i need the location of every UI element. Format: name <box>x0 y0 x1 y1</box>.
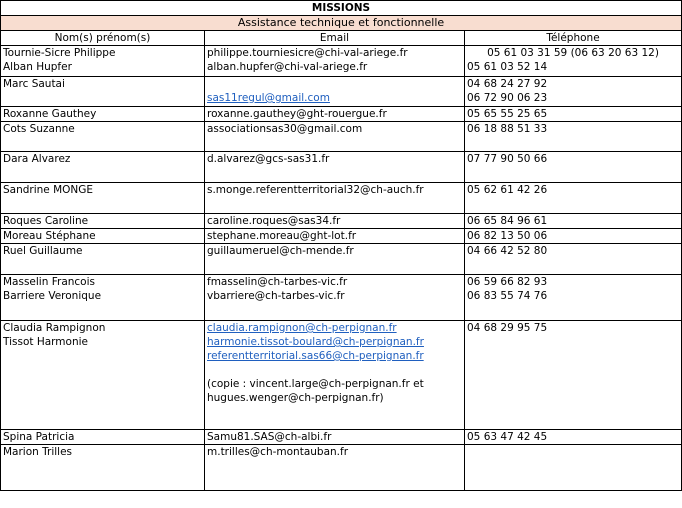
phone-cell <box>465 122 682 152</box>
phone-cell <box>465 46 682 77</box>
phone-number: 06 82 13 50 06 <box>467 230 548 242</box>
phone-number: 05 62 61 42 26 <box>467 184 548 196</box>
name-cell <box>1 244 205 275</box>
email-cell <box>205 122 465 152</box>
table-row <box>1 122 682 152</box>
table-row <box>1 214 682 229</box>
section-title: Assistance technique et fonctionnelle <box>1 16 682 31</box>
person-name: Moreau Stéphane <box>3 230 96 242</box>
name-cell <box>1 275 205 321</box>
person-name: Alban Hupfer <box>3 61 72 73</box>
email-text: m.trilles@ch-montauban.fr <box>207 446 349 458</box>
email-cell <box>205 183 465 214</box>
email-cell <box>205 46 465 77</box>
header-phone: Téléphone <box>465 31 682 46</box>
phone-cell <box>465 275 682 321</box>
phone-number: 05 61 03 31 59 (06 63 20 63 12) <box>487 47 659 59</box>
phone-cell <box>465 107 682 122</box>
table-row <box>1 430 682 445</box>
name-cell <box>1 321 205 430</box>
phone-number: 05 61 03 52 14 <box>467 61 548 73</box>
phone-number: 06 18 88 51 33 <box>467 123 548 135</box>
email-cell <box>205 214 465 229</box>
phone-number: 07 77 90 50 66 <box>467 153 548 165</box>
email-cell <box>205 275 465 321</box>
email-link[interactable]: referentterritorial.sas66@ch-perpignan.fr <box>207 350 424 362</box>
email-link[interactable]: claudia.rampignon@ch-perpignan.fr <box>207 322 397 334</box>
phone-cell <box>465 183 682 214</box>
section-row <box>1 16 682 31</box>
person-name: Ruel Guillaume <box>3 245 83 257</box>
name-cell <box>1 46 205 77</box>
email-link[interactable]: sas11regul@gmail.com <box>207 92 330 104</box>
phone-cell <box>465 229 682 244</box>
phone-cell <box>465 445 682 491</box>
phone-cell <box>465 77 682 107</box>
email-cell <box>205 77 465 107</box>
title-row <box>1 1 682 16</box>
table-row <box>1 46 682 77</box>
email-text: guillaumeruel@ch-mende.fr <box>207 245 354 257</box>
person-name: Sandrine MONGE <box>3 184 94 196</box>
copy-note: (copie : vincent.large@ch-perpignan.fr et hugues.wenger@ch-perpignan.fr) <box>207 378 424 404</box>
phone-number: 05 65 55 25 65 <box>467 108 548 120</box>
email-cell <box>205 107 465 122</box>
header-name: Nom(s) prénom(s) <box>1 31 205 46</box>
email-text: alban.hupfer@chi-val-ariege.fr <box>207 61 368 73</box>
phone-cell <box>465 430 682 445</box>
table-row <box>1 77 682 107</box>
name-cell <box>1 107 205 122</box>
empty-line <box>207 77 462 91</box>
name-cell <box>1 445 205 491</box>
name-cell <box>1 214 205 229</box>
table-row <box>1 107 682 122</box>
email-text: Samu81.SAS@ch-albi.fr <box>207 431 332 443</box>
phone-cell <box>465 152 682 183</box>
name-cell <box>1 152 205 183</box>
email-cell <box>205 321 465 430</box>
phone-number: 05 63 47 42 45 <box>467 431 548 443</box>
table-row <box>1 321 682 430</box>
person-name: Tissot Harmonie <box>3 336 88 348</box>
table-row <box>1 275 682 321</box>
phone-number: 04 68 24 27 92 <box>467 78 548 90</box>
table-row <box>1 229 682 244</box>
email-cell <box>205 152 465 183</box>
email-text: associationsas30@gmail.com <box>207 123 363 135</box>
phone-number: 06 83 55 74 76 <box>467 290 548 302</box>
email-text: caroline.roques@sas34.fr <box>207 215 341 227</box>
email-text: philippe.tourniesicre@chi-val-ariege.fr <box>207 47 408 59</box>
person-name: Roxanne Gauthey <box>3 108 97 120</box>
email-cell <box>205 229 465 244</box>
name-cell <box>1 77 205 107</box>
table-row <box>1 152 682 183</box>
phone-number: 04 68 29 95 75 <box>467 322 548 334</box>
table-row <box>1 445 682 491</box>
name-cell <box>1 229 205 244</box>
person-name: Cots Suzanne <box>3 123 75 135</box>
email-text: fmasselin@ch-tarbes-vic.fr <box>207 276 348 288</box>
email-cell <box>205 244 465 275</box>
phone-cell <box>465 244 682 275</box>
email-text: s.monge.referentterritorial32@ch-auch.fr <box>207 184 424 196</box>
sheet-title: MISSIONS <box>1 1 682 16</box>
person-name: Marion Trilles <box>3 446 73 458</box>
person-name: Barriere Veronique <box>3 290 102 302</box>
name-cell <box>1 122 205 152</box>
person-name: Dara Alvarez <box>3 153 71 165</box>
table-row <box>1 183 682 214</box>
phone-cell <box>465 214 682 229</box>
person-name: Claudia Rampignon <box>3 322 106 334</box>
person-name: Marc Sautai <box>3 78 65 90</box>
name-cell <box>1 430 205 445</box>
table-row <box>1 244 682 275</box>
email-text: vbarriere@ch-tarbes-vic.fr <box>207 290 345 302</box>
person-name: Spina Patricia <box>3 431 75 443</box>
name-cell <box>1 183 205 214</box>
header-email: Email <box>205 31 465 46</box>
email-cell <box>205 445 465 491</box>
person-name: Tournie-Sicre Philippe <box>3 47 116 59</box>
person-name: Roques Caroline <box>3 215 89 227</box>
phone-cell <box>465 321 682 430</box>
email-text: stephane.moreau@ght-lot.fr <box>207 230 357 242</box>
phone-number: 06 65 84 96 61 <box>467 215 548 227</box>
phone-number: 06 59 66 82 93 <box>467 276 548 288</box>
email-text: d.alvarez@gcs-sas31.fr <box>207 153 330 165</box>
header-row <box>1 31 682 46</box>
phone-number: 06 72 90 06 23 <box>467 92 548 104</box>
email-link[interactable]: harmonie.tissot-boulard@ch-perpignan.fr <box>207 336 424 348</box>
email-cell <box>205 430 465 445</box>
person-name: Masselin Francois <box>3 276 95 288</box>
phone-number: 04 66 42 52 80 <box>467 245 548 257</box>
email-text: roxanne.gauthey@ght-rouergue.fr <box>207 108 387 120</box>
